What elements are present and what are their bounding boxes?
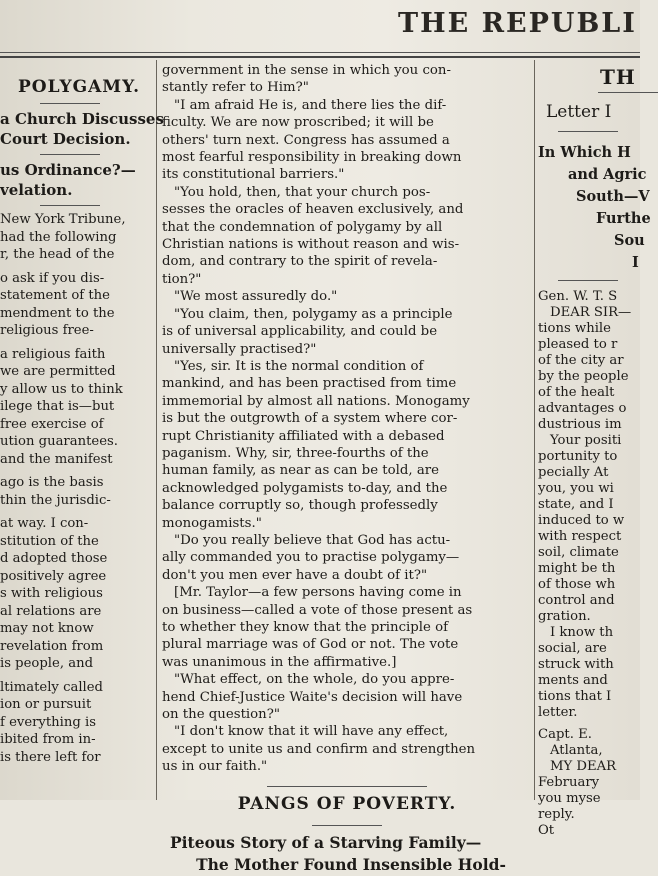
- text-line: Sou: [614, 232, 645, 249]
- text-line: stantly refer to Him?": [162, 80, 309, 96]
- text-line: of the healt: [538, 385, 615, 400]
- text-line: state, and I: [538, 497, 614, 512]
- col2-body: [162, 62, 532, 776]
- text-line: and Agric: [568, 166, 647, 183]
- col2-divider: [267, 786, 427, 787]
- text-line: r, the head of the: [0, 247, 115, 262]
- text-line: acknowledged polygamists to-day, and the: [162, 480, 448, 496]
- text-line: "What effect, on the whole, do you appre-: [174, 672, 455, 688]
- text-line: on business—called a vote of those present as: [162, 602, 473, 618]
- text-line: "Yes, sir. It is the normal condition of: [174, 358, 424, 374]
- column-rule-2: [534, 60, 535, 800]
- deck-line: us Ordinance?—: [0, 161, 136, 179]
- masthead-rule-heavy: [0, 56, 640, 58]
- text-line: most fearful responsibility in breaking down: [162, 150, 462, 166]
- text-line: ibited from in-: [0, 732, 96, 747]
- text-line: is people, and: [0, 656, 94, 671]
- deck-line: a Church Discusses: [0, 110, 164, 128]
- text-line: revelation from: [0, 638, 104, 654]
- text-line: might be th: [538, 561, 616, 576]
- text-line: a religious faith: [0, 346, 106, 362]
- text-line: Your positi: [550, 433, 622, 448]
- text-line: ltimately called: [0, 679, 103, 695]
- text-line: pecially At: [538, 465, 609, 480]
- text-line: is but the outgrowth of a system where cor-: [162, 411, 458, 427]
- text-line: DEAR SIR—: [550, 305, 632, 320]
- col1-divider: [40, 205, 100, 206]
- text-line: others' turn next. Congress has assumed a: [162, 132, 450, 148]
- text-line: positively agree: [0, 568, 107, 584]
- deck-line: The Mother Found Insensible Hold-: [196, 854, 506, 874]
- col3-divider: [598, 92, 658, 93]
- text-line: dustrious im: [538, 417, 622, 432]
- text-line: was unanimous in the affirmative.]: [162, 654, 397, 670]
- text-line: d adopted those: [0, 551, 108, 566]
- deck-line: Court Decision.: [0, 130, 131, 148]
- text-line: you myse: [538, 791, 601, 806]
- masthead-rule: [0, 52, 640, 53]
- text-line: to whether they know that the principle of: [162, 620, 449, 635]
- text-line: induced to w: [538, 513, 625, 528]
- text-line: ally commanded you to practise polygamy—: [162, 550, 460, 566]
- text-line: letter.: [538, 705, 578, 720]
- text-line: thin the jurisdic-: [0, 492, 111, 508]
- text-line: South—V: [576, 188, 650, 205]
- col3-headline: TH: [600, 65, 636, 89]
- text-line: s with religious: [0, 586, 103, 601]
- text-line: In Which H: [538, 144, 631, 161]
- text-line: sesses the oracles of heaven exclusively, and: [162, 202, 464, 218]
- text-line: tions while: [538, 321, 611, 336]
- text-line: tion?": [162, 271, 202, 287]
- text-line: Gen. W. T. S: [538, 289, 618, 304]
- text-line: we are permitted: [0, 364, 116, 379]
- col1-divider: [40, 154, 100, 155]
- text-line: ago is the basis: [0, 475, 104, 490]
- text-line: "You hold, then, that your church pos-: [174, 184, 431, 200]
- text-line: government in the sense in which you con-: [162, 63, 451, 78]
- deck-line: Piteous Story of a Starving Family—: [170, 832, 482, 852]
- col1-deck-1: [0, 109, 164, 149]
- column-1: [0, 62, 164, 800]
- text-line: dom, and contrary to the spirit of revela-: [162, 254, 438, 270]
- text-line: Christian nations is without reason and wis-: [162, 237, 460, 253]
- text-line: "We most assuredly do.": [174, 289, 338, 305]
- text-line: mankind, and has been practised from time: [162, 376, 457, 392]
- text-line: monogamists.": [162, 515, 262, 531]
- text-line: stitution of the: [0, 533, 99, 549]
- text-line: plural marriage was of God or not. The vote: [162, 637, 459, 653]
- text-line: universally practised?": [162, 341, 317, 357]
- text-line: hend Chief-Justice Waite's decision will have: [162, 689, 463, 705]
- text-line: ments and: [538, 673, 608, 688]
- text-line: free exercise of: [0, 416, 104, 432]
- column-3: [538, 62, 651, 838]
- text-line: don't you men ever have a doubt of it?": [162, 567, 428, 583]
- column-rule-1: [156, 60, 157, 800]
- text-line: "I am afraid He is, and there lies the dif-: [174, 97, 447, 113]
- text-line: ion or pursuit: [0, 697, 92, 712]
- col3-divider: [558, 131, 618, 132]
- text-line: al relations are: [0, 603, 102, 619]
- text-line: advantages o: [538, 401, 627, 416]
- text-line: y allow us to think: [0, 381, 123, 397]
- text-line: February: [538, 775, 600, 790]
- col2-divider: [312, 825, 382, 826]
- text-line: immemorial by almost all nations. Monogamy: [162, 393, 470, 409]
- text-line: human family, as near as can be told, are: [162, 463, 440, 479]
- text-line: had the following: [0, 229, 117, 245]
- text-line: ficulty. We are now proscribed; it will be: [162, 115, 434, 131]
- text-line: of the city ar: [538, 353, 624, 368]
- text-line: mendment to the: [0, 305, 115, 321]
- text-line: at way. I con-: [0, 516, 89, 531]
- text-line: and the manifest: [0, 451, 113, 467]
- col3-divider: [558, 280, 618, 281]
- text-line: social, are: [538, 641, 607, 656]
- text-line: MY DEAR: [550, 759, 617, 774]
- text-line: tions that I: [538, 689, 612, 704]
- text-line: struck with: [538, 657, 614, 672]
- col2-deck: [162, 832, 532, 876]
- text-line: [Mr. Taylor—a few persons having come in: [174, 585, 462, 601]
- col1-divider: [40, 103, 100, 104]
- text-line: soil, climate: [538, 545, 619, 560]
- col1-headline: POLYGAMY.: [18, 77, 140, 97]
- text-line: pleased to r: [538, 337, 618, 352]
- col3-deck: [538, 142, 651, 274]
- text-line: Atlanta,: [550, 743, 603, 758]
- col1-body: [0, 211, 150, 766]
- text-line: Furthe: [596, 210, 651, 227]
- col3-letter-heading: Letter I: [546, 102, 612, 122]
- text-line: is of universal applicability, and could be: [162, 324, 438, 340]
- text-line: may not know: [0, 621, 94, 636]
- text-line: gration.: [538, 609, 591, 624]
- text-line: ilege that is—but: [0, 399, 115, 414]
- text-line: o ask if you dis-: [0, 270, 105, 286]
- text-line: except to unite us and confirm and strengthen: [162, 741, 476, 757]
- masthead: THE REPUBLI: [398, 8, 637, 39]
- text-line: I know th: [550, 625, 614, 640]
- text-line: by the people: [538, 369, 629, 384]
- text-line: I: [632, 254, 639, 271]
- text-line: reply.: [538, 807, 575, 822]
- text-line: ution guarantees.: [0, 434, 118, 449]
- col1-deck-2: [0, 160, 150, 200]
- text-line: "You claim, then, polygamy as a principle: [174, 306, 453, 322]
- text-line: control and: [538, 593, 615, 608]
- col3-body: [538, 289, 640, 839]
- deck-line: velation.: [0, 181, 73, 199]
- text-line: is there left for: [0, 749, 101, 765]
- text-line: "I don't know that it will have any effect,: [174, 724, 449, 740]
- text-line: with respect: [538, 529, 622, 544]
- text-line: that the condemnation of polygamy by all: [162, 219, 443, 235]
- text-line: us in our faith.": [162, 759, 268, 775]
- text-line: New York Tribune,: [0, 212, 126, 227]
- text-line: on the question?": [162, 707, 280, 723]
- column-2: [162, 62, 532, 874]
- text-line: statement of the: [0, 288, 110, 303]
- text-line: rupt Christianity affiliated with a debased: [162, 428, 445, 444]
- text-line: Ot: [538, 823, 555, 838]
- text-line: of those wh: [538, 577, 616, 592]
- text-line: Capt. E.: [538, 727, 592, 742]
- text-line: you, you wi: [538, 481, 614, 496]
- text-line: f everything is: [0, 714, 97, 730]
- text-line: balance corruptly so, though professedly: [162, 498, 438, 514]
- text-line: religious free-: [0, 323, 94, 338]
- text-line: paganism. Why, sir, three-fourths of the: [162, 445, 429, 461]
- text-line: its constitutional barriers.": [162, 167, 345, 183]
- text-line: portunity to: [538, 449, 618, 464]
- col2-headline: PANGS OF POVERTY.: [237, 793, 457, 814]
- text-line: "Do you really believe that God has actu-: [174, 532, 451, 548]
